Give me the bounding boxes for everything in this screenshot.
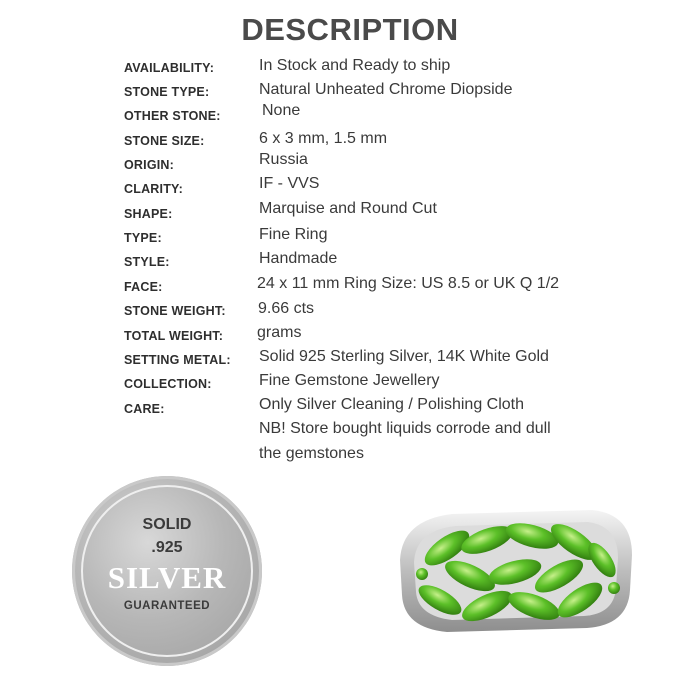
- spec-row-stone-size: [0, 130, 700, 154]
- badge-guarantee-text: GUARANTEED: [123, 600, 211, 612]
- spec-label: SETTING METAL:: [124, 353, 231, 367]
- spec-label: CARE:: [124, 402, 165, 416]
- spec-label: TYPE:: [124, 231, 162, 245]
- spec-value: Russia: [259, 151, 308, 168]
- spec-label: OTHER STONE:: [124, 109, 221, 123]
- spec-row-style: [0, 251, 700, 275]
- spec-label: STONE WEIGHT:: [124, 304, 226, 318]
- spec-row-clarity: [0, 175, 700, 202]
- gem-stone: [608, 582, 620, 594]
- spec-label: FACE:: [124, 280, 163, 294]
- spec-value: Marquise and Round Cut: [259, 200, 437, 217]
- spec-value: Natural Unheated Chrome Diopside: [259, 81, 513, 98]
- spec-row-collection: [0, 373, 700, 397]
- spec-label: STONE TYPE:: [124, 85, 210, 99]
- spec-value: 9.66 cts: [258, 300, 315, 317]
- spec-label: STYLE:: [124, 255, 170, 269]
- spec-label: TOTAL WEIGHT:: [124, 329, 224, 343]
- silver-guarantee-badge: [72, 476, 262, 666]
- care-note-line: the gemstones: [259, 445, 364, 462]
- spec-value: Solid 925 Sterling Silver, 14K White Gold: [259, 348, 549, 365]
- spec-value: Fine Gemstone Jewellery: [259, 372, 440, 389]
- gem-stone: [416, 568, 428, 580]
- spec-value: IF - VVS: [259, 175, 320, 192]
- spec-row-origin: [0, 151, 700, 178]
- badge-purity-text: .925: [151, 539, 183, 556]
- spec-value: Only Silver Cleaning / Polishing Cloth: [259, 396, 525, 413]
- page-title: DESCRIPTION: [241, 12, 459, 47]
- spec-row-shape: [0, 200, 700, 227]
- spec-value: 24 x 11 mm Ring Size: US 8.5 or UK Q 1/2: [257, 275, 560, 292]
- spec-value: Fine Ring: [259, 226, 328, 243]
- spec-value: In Stock and Ready to ship: [259, 57, 451, 74]
- spec-value: grams: [257, 324, 302, 341]
- badge-solid-text: SOLID: [142, 516, 192, 533]
- spec-row-face: [0, 276, 700, 300]
- spec-value: 6 x 3 mm, 1.5 mm: [259, 130, 388, 147]
- spec-label: ORIGIN:: [124, 158, 175, 172]
- spec-row-care: [0, 398, 700, 422]
- spec-row-other-stone: [0, 102, 700, 129]
- care-note-line: NB! Store bought liquids corrode and dull: [259, 420, 551, 437]
- spec-label: CLARITY:: [124, 182, 183, 196]
- spec-row-setting-metal: [0, 349, 700, 373]
- badge-metal-text: SILVER: [107, 560, 227, 595]
- spec-value: None: [262, 102, 301, 119]
- spec-row-stone-type: [0, 81, 700, 105]
- spec-row-stone-weight: [0, 300, 700, 324]
- spec-row-availability: [0, 57, 700, 81]
- spec-value: Handmade: [259, 250, 338, 267]
- ring-photo: [392, 500, 642, 640]
- spec-row-total-weight: [0, 325, 700, 349]
- spec-row-type: [0, 227, 700, 251]
- spec-label: COLLECTION:: [124, 377, 212, 391]
- spec-label: STONE SIZE:: [124, 134, 205, 148]
- spec-label: AVAILABILITY:: [124, 61, 215, 75]
- spec-label: SHAPE:: [124, 207, 173, 221]
